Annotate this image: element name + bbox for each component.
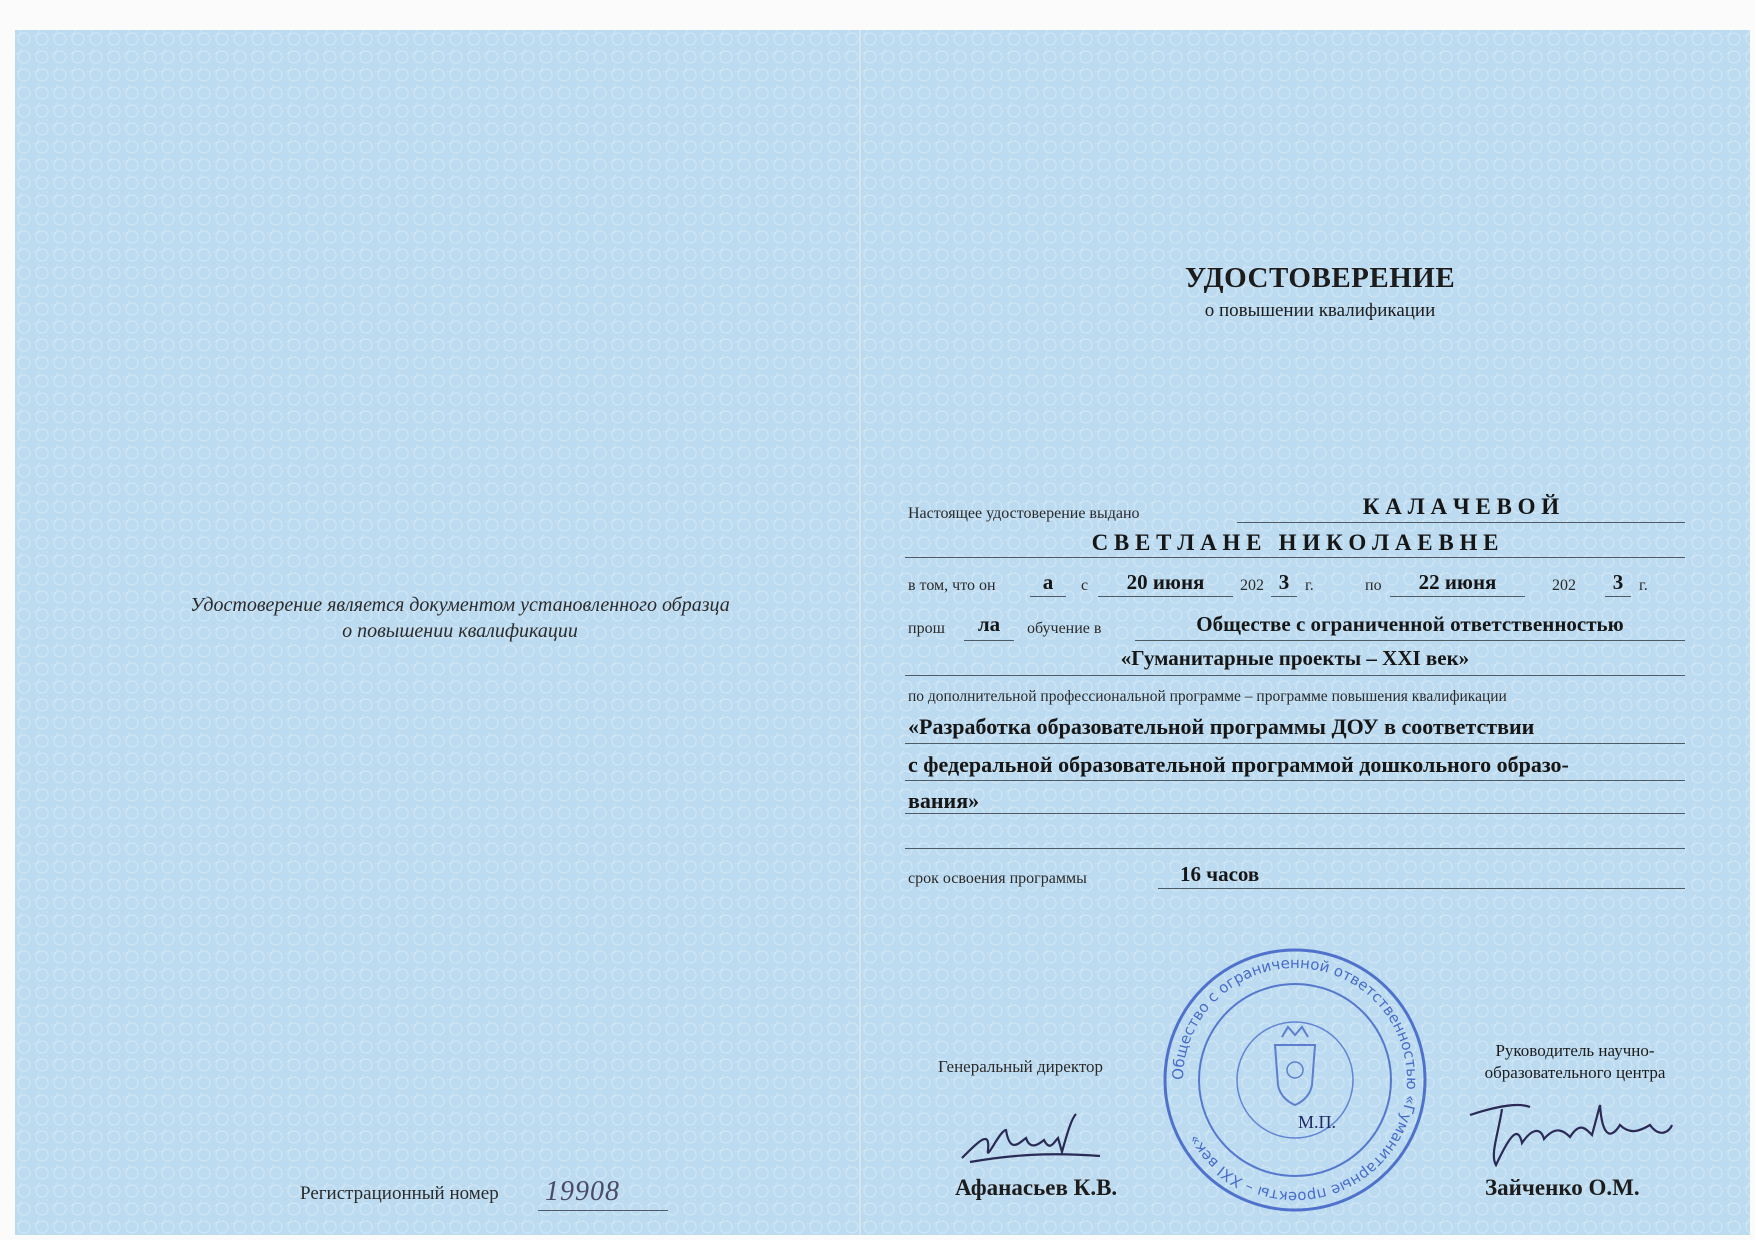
program-line2-line [905,780,1685,781]
program-line3-line [905,813,1685,814]
name-line [905,557,1685,558]
org-line2: «Гуманитарные проекты – XXI век» [1120,646,1470,670]
program-line2: с федеральной образовательной программой дошкольного образо- [908,752,1569,777]
from-year-line [1271,596,1297,597]
from-year-suffix: г. [1305,577,1314,594]
duration-label: срок освоения программы [908,870,1087,887]
from-year-digit: 3 [1278,570,1290,594]
reg-number-label: Регистрационный номер [300,1183,499,1204]
org-line1-line [1135,640,1685,641]
program-line1: «Разработка образовательной программы ДОУ в соответствии [908,714,1535,739]
passed-suffix-line [964,640,1014,641]
program-line1-line [905,743,1685,744]
director-signature [950,1100,1110,1180]
to-date-line [1390,596,1525,597]
duration-line [1158,888,1685,889]
to-year-digit: 3 [1612,570,1624,594]
organization-stamp [1160,945,1430,1215]
from-year-prefix: 202 [1240,577,1264,594]
head-title [1460,1040,1690,1084]
to-year-line [1605,596,1631,597]
recipient-surname: К А Л А Ч Е В О Й [1362,494,1560,519]
from-date: 20 июня [1126,570,1205,594]
head-title-line2: образовательного центра [1484,1063,1666,1082]
stamp-text: Общество с ограниченной ответственностью «Гуманитарные проекты – XXI век» [1168,953,1422,1207]
coat-of-arms-icon [1275,1027,1315,1105]
gender-line [1030,596,1066,597]
head-name: Зайченко О.М. [1485,1175,1640,1200]
program-line3: вания» [908,788,980,813]
stamp-mark: М.П. [1298,1112,1337,1132]
from-label: с [1081,577,1089,594]
left-note [120,592,800,644]
duration-value: 16 часов [1180,862,1260,886]
reg-number-line [538,1210,668,1211]
head-signature [1460,1095,1700,1175]
from-date-line [1098,596,1233,597]
program-blank-line [905,848,1685,849]
to-date: 22 июня [1418,570,1497,594]
head-title-line1: Руководитель научно- [1495,1041,1655,1060]
director-name: Афанасьев К.В. [955,1175,1118,1200]
program-label: по дополнительной профессиональной программе – программе повышения квалификации [908,688,1507,705]
left-note-line1: Удостоверение является документом установленного образца [190,594,730,616]
to-year-prefix: 202 [1552,577,1576,594]
to-year-suffix: г. [1639,577,1648,594]
page-fold [858,30,862,1235]
reg-number-value: 19908 [545,1176,620,1207]
director-title: Генеральный директор [938,1057,1104,1076]
gender-suffix: а [1042,570,1054,594]
to-label: по [1365,577,1382,594]
passed-suffix: ла [977,612,1001,636]
surname-line [1237,522,1685,523]
issued-label: Настоящее удостоверение выдано [908,505,1140,522]
recipient-name: С В Е Т Л А Н Е Н И К О Л А Е В Н Е [1091,530,1499,555]
left-note-line2: о повышении квалификации [342,620,578,642]
training-label: обучение в [1027,620,1102,637]
certificate-subtitle: о повышении квалификации [1204,300,1436,321]
in-that-label: в том, что он [908,577,996,594]
org-line2-line [905,675,1685,676]
org-line1: Обществе с ограниченной ответственностью [1196,612,1624,636]
passed-label: прош [908,620,945,637]
certificate-title: УДОСТОВЕРЕНИЕ [1184,262,1456,294]
